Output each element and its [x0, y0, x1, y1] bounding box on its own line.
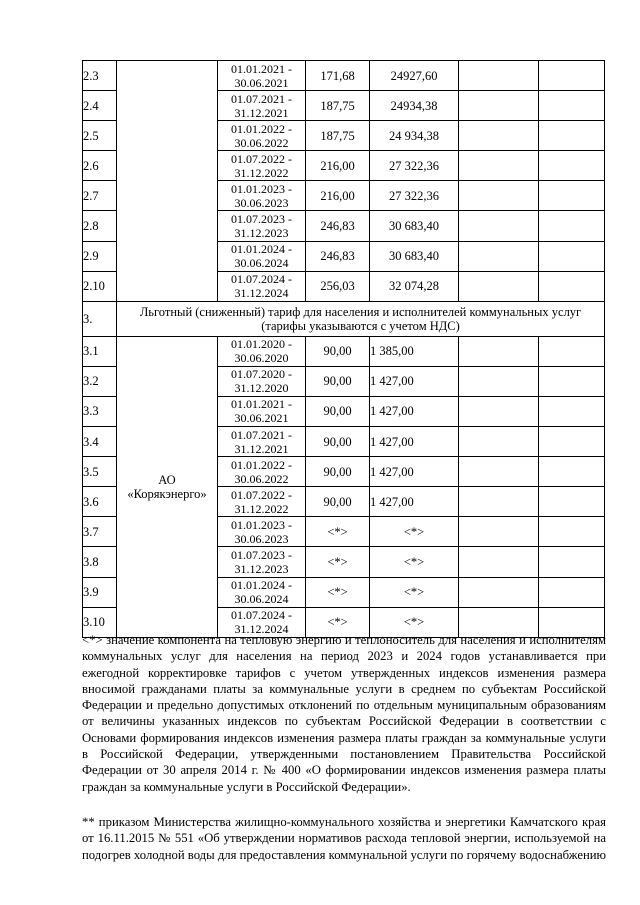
value-cell-2: <*> — [370, 517, 459, 547]
organization-cell — [117, 336, 218, 637]
period-start: 01.01.2024 - — [231, 242, 292, 257]
value-cell-2: 1 427,00 — [370, 457, 459, 487]
value-cell-1: 90,00 — [306, 457, 370, 487]
value-cell-1: 256,03 — [306, 271, 370, 301]
row-number: 3.4 — [83, 427, 117, 457]
table-row — [83, 61, 605, 91]
value-cell-1: 90,00 — [306, 427, 370, 457]
period-cell — [218, 487, 306, 517]
value-cell-1: 90,00 — [306, 336, 370, 366]
empty-cell — [539, 181, 605, 211]
period-start: 01.07.2022 - — [231, 151, 292, 166]
period-start: 01.07.2024 - — [231, 608, 292, 623]
value-cell-1: <*> — [306, 607, 370, 637]
period-cell — [218, 271, 306, 301]
value-cell-1: 90,00 — [306, 396, 370, 426]
value-cell-1: <*> — [306, 547, 370, 577]
empty-cell — [539, 151, 605, 181]
empty-cell — [459, 121, 539, 151]
row-number: 2.5 — [83, 121, 117, 151]
period-start: 01.01.2022 - — [231, 457, 292, 472]
period-start: 01.07.2022 - — [231, 487, 292, 502]
period-start: 01.07.2021 - — [231, 91, 292, 106]
organization-type: АО — [158, 472, 176, 487]
period-cell — [218, 151, 306, 181]
empty-cell — [539, 577, 605, 607]
empty-cell — [459, 61, 539, 91]
period-start: 01.01.2024 - — [231, 578, 292, 593]
value-cell-2: <*> — [370, 577, 459, 607]
period-cell — [218, 517, 306, 547]
period-cell — [218, 61, 306, 91]
empty-cell — [539, 517, 605, 547]
value-cell-2: 30 683,40 — [370, 211, 459, 241]
row-number: 2.9 — [83, 241, 117, 271]
value-cell-2: 1 427,00 — [370, 487, 459, 517]
section-heading-line1: Льготный (сниженный) тариф для населения и исполнителей коммунальных услуг — [139, 304, 582, 319]
row-number: 3.5 — [83, 457, 117, 487]
row-number: 3.6 — [83, 487, 117, 517]
period-cell — [218, 241, 306, 271]
period-end: 30.06.2022 — [234, 135, 289, 150]
period-start: 01.01.2023 - — [231, 181, 292, 196]
section-number: 3. — [83, 301, 117, 336]
value-cell-2: 24927,60 — [370, 61, 459, 91]
period-start: 01.01.2023 - — [231, 517, 292, 532]
empty-cell — [459, 241, 539, 271]
empty-cell — [459, 181, 539, 211]
period-end: 30.06.2020 — [234, 351, 289, 366]
empty-cell — [539, 61, 605, 91]
footnote-star: <*> значение компонента на тепловую энергию и теплоноситель для населения и исполнителям коммунальных услуг для населения на период 2023 и 2024 годов устанавливается при ежегодной корректировке тарифов с учетом утвержденных индексов изменения размера вносимой гражданами платы за коммунальные услуги в среднем по субъектам Российской Федерации и предельно допустимых отклонений по отдельным муниципальным образованиям от величины указанных индексов по субъектам Российской Федерации в соответствии с Основами формирования индексов изменения размера платы граждан за коммунальные услуги в Российской Федерации, утвержденными постановлением Правительства Российской Федерации от 30 апреля 2014 г. № 400 «О формировании индексов изменения размера платы граждан за коммунальные услуги в Российской Федерации». — [82, 633, 606, 794]
period-end: 31.12.2022 — [234, 165, 289, 180]
period-end: 30.06.2023 — [234, 531, 289, 546]
empty-cell — [539, 121, 605, 151]
period-cell — [218, 577, 306, 607]
value-cell-1: 187,75 — [306, 91, 370, 121]
period-end: 30.06.2024 — [234, 592, 289, 607]
row-number: 3.2 — [83, 366, 117, 396]
period-end: 31.12.2023 — [234, 226, 289, 241]
empty-cell — [539, 211, 605, 241]
period-cell — [218, 336, 306, 366]
period-end: 31.12.2023 — [234, 561, 289, 576]
empty-cell — [459, 151, 539, 181]
row-number: 2.6 — [83, 151, 117, 181]
empty-cell — [459, 577, 539, 607]
empty-cell — [539, 457, 605, 487]
value-cell-2: 24 934,38 — [370, 121, 459, 151]
empty-cell — [539, 91, 605, 121]
period-cell — [218, 211, 306, 241]
value-cell-2: 24934,38 — [370, 91, 459, 121]
value-cell-1: <*> — [306, 577, 370, 607]
value-cell-2: 1 385,00 — [370, 336, 459, 366]
footnote-double-star: ** приказом Министерства жилищно-коммунального хозяйства и энергетики Камчатского края от 16.11.2015 № 551 «Об утверждении нормативов расхода тепловой энергии, используемой на подогрев холодной воды для предоставления коммунальной услуги по горячему водоснабжению — [82, 814, 607, 862]
empty-cell — [459, 547, 539, 577]
value-cell-2: <*> — [370, 547, 459, 577]
value-cell-1: 187,75 — [306, 121, 370, 151]
period-start: 01.07.2021 - — [231, 427, 292, 442]
period-cell — [218, 457, 306, 487]
period-cell — [218, 396, 306, 426]
period-end: 31.12.2020 — [234, 381, 289, 396]
value-cell-1: 216,00 — [306, 181, 370, 211]
period-end: 30.06.2024 — [234, 256, 289, 271]
period-start: 01.07.2023 - — [231, 547, 292, 562]
row-number: 3.7 — [83, 517, 117, 547]
empty-cell — [459, 211, 539, 241]
row-number: 2.8 — [83, 211, 117, 241]
empty-cell — [539, 547, 605, 577]
row-number: 2.7 — [83, 181, 117, 211]
value-cell-2: <*> — [370, 607, 459, 637]
empty-cell — [539, 241, 605, 271]
row-number: 3.9 — [83, 577, 117, 607]
section-heading-line2: (тарифы указываются с учетом НДС) — [261, 318, 460, 333]
period-start: 01.07.2020 - — [231, 367, 292, 382]
empty-cell — [459, 91, 539, 121]
period-cell — [218, 547, 306, 577]
table-row — [83, 336, 605, 366]
value-cell-2: 30 683,40 — [370, 241, 459, 271]
value-cell-2: 1 427,00 — [370, 366, 459, 396]
empty-cell — [539, 487, 605, 517]
period-end: 30.06.2021 — [234, 75, 289, 90]
period-cell — [218, 181, 306, 211]
period-start: 01.01.2021 - — [231, 397, 292, 412]
empty-cell — [539, 427, 605, 457]
value-cell-1: 246,83 — [306, 241, 370, 271]
row-number: 3.10 — [83, 607, 117, 637]
value-cell-2: 27 322,36 — [370, 181, 459, 211]
period-cell — [218, 366, 306, 396]
footnotes — [82, 632, 606, 863]
period-cell — [218, 427, 306, 457]
empty-cell — [539, 366, 605, 396]
empty-cell — [459, 336, 539, 366]
row-number: 2.3 — [83, 61, 117, 91]
period-start: 01.01.2021 - — [231, 61, 292, 76]
period-end: 31.12.2021 — [234, 105, 289, 120]
period-start: 01.07.2023 - — [231, 212, 292, 227]
section-heading — [117, 301, 605, 336]
row-number: 3.1 — [83, 336, 117, 366]
empty-cell — [539, 336, 605, 366]
period-end: 31.12.2024 — [234, 622, 289, 637]
empty-cell — [539, 396, 605, 426]
value-cell-2: 27 322,36 — [370, 151, 459, 181]
row-number: 3.8 — [83, 547, 117, 577]
row-number: 3.3 — [83, 396, 117, 426]
period-cell — [218, 121, 306, 151]
period-end: 31.12.2021 — [234, 441, 289, 456]
empty-cell — [459, 517, 539, 547]
value-cell-1: 246,83 — [306, 211, 370, 241]
period-end: 30.06.2021 — [234, 411, 289, 426]
empty-cell — [459, 271, 539, 301]
row-number: 2.10 — [83, 271, 117, 301]
empty-cell — [539, 271, 605, 301]
period-end: 31.12.2024 — [234, 286, 289, 301]
organization-name: «Корякэнерго» — [127, 486, 207, 501]
empty-cell — [459, 366, 539, 396]
period-cell — [218, 91, 306, 121]
period-end: 30.06.2022 — [234, 471, 289, 486]
value-cell-1: 90,00 — [306, 366, 370, 396]
period-start: 01.07.2024 - — [231, 272, 292, 287]
value-cell-2: 32 074,28 — [370, 271, 459, 301]
value-cell-2: 1 427,00 — [370, 427, 459, 457]
value-cell-1: 216,00 — [306, 151, 370, 181]
period-start: 01.01.2022 - — [231, 121, 292, 136]
value-cell-2: 1 427,00 — [370, 396, 459, 426]
section-3-row — [83, 301, 605, 336]
empty-cell — [459, 427, 539, 457]
tariff-table — [82, 60, 605, 638]
empty-cell — [459, 457, 539, 487]
organization-cell — [117, 61, 218, 302]
period-end: 30.06.2023 — [234, 195, 289, 210]
value-cell-1: 171,68 — [306, 61, 370, 91]
empty-cell — [459, 487, 539, 517]
row-number: 2.4 — [83, 91, 117, 121]
empty-cell — [459, 396, 539, 426]
period-end: 31.12.2022 — [234, 501, 289, 516]
value-cell-1: 90,00 — [306, 487, 370, 517]
value-cell-1: <*> — [306, 517, 370, 547]
period-start: 01.01.2020 - — [231, 337, 292, 352]
